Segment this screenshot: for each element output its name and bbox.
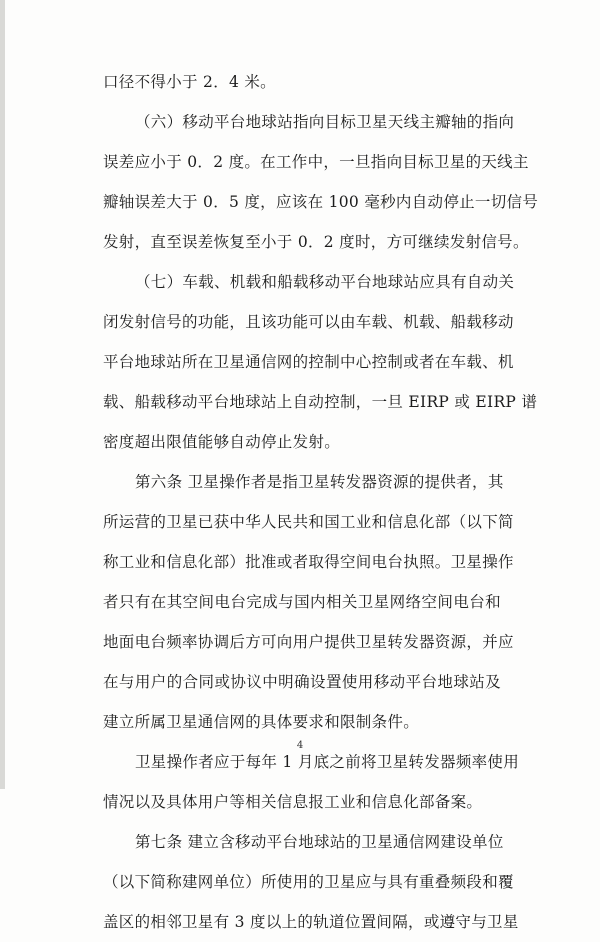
text-line: 瓣轴误差大于 0．5 度，应该在 100 毫秒内自动停止一切信号 [103, 193, 539, 211]
text-line: （以下简称建网单位）所使用的卫星应与具有重叠频段和覆 [103, 873, 514, 891]
text-line: 误差应小于 0．2 度。在工作中，一旦指向目标卫星的天线主 [103, 153, 529, 171]
text-line: 密度超出限值能够自动停止发射。 [103, 433, 341, 451]
text-line: 建立所属卫星通信网的具体要求和限制条件。 [103, 713, 420, 731]
text-line: 口径不得小于 2．4 米。 [103, 73, 276, 91]
text-line: 卫星操作者应于每年 1 月底之前将卫星转发器频率使用 [135, 753, 520, 771]
text-line: 称工业和信息化部）批准或者取得空间电台执照。卫星操作 [103, 553, 514, 571]
text-line: 盖区的相邻卫星有 3 度以上的轨道位置间隔，或遵守与卫星 [103, 913, 519, 931]
text-line: （六）移动平台地球站指向目标卫星天线主瓣轴的指向 [135, 113, 515, 131]
body-text [103, 62, 539, 942]
text-line: 者只有在其空间电台完成与国内相关卫星网络空间电台和 [103, 593, 501, 611]
text-line: 地面电台频率协调后方可向用户提供卫星转发器资源，并应 [103, 633, 514, 651]
text-line: 平台地球站所在卫星通信网的控制中心控制或者在车载、机 [103, 353, 514, 371]
text-line: 在与用户的合同或协议中明确设置使用移动平台地球站及 [103, 673, 501, 691]
text-line: 情况以及具体用户等相关信息报工业和信息化部备案。 [103, 793, 483, 811]
text-line: 发射，直至误差恢复至小于 0．2 度时，方可继续发射信号。 [103, 233, 529, 251]
text-line: 第六条 卫星操作者是指卫星转发器资源的提供者，其 [135, 473, 504, 491]
text-line: 所运营的卫星已获中华人民共和国工业和信息化部（以下简 [103, 513, 514, 531]
page-number: 4 [296, 740, 304, 751]
scan-edge-shadow [0, 0, 5, 789]
text-line: 闭发射信号的功能，且该功能可以由车载、机载、船载移动 [103, 313, 514, 331]
text-line: 第七条 建立含移动平台地球站的卫星通信网建设单位 [135, 833, 504, 851]
text-line: 载、船载移动平台地球站上自动控制，一旦 EIRP 或 EIRP 谱 [103, 393, 538, 411]
text-line: （七）车载、机载和船载移动平台地球站应具有自动关 [135, 273, 515, 291]
